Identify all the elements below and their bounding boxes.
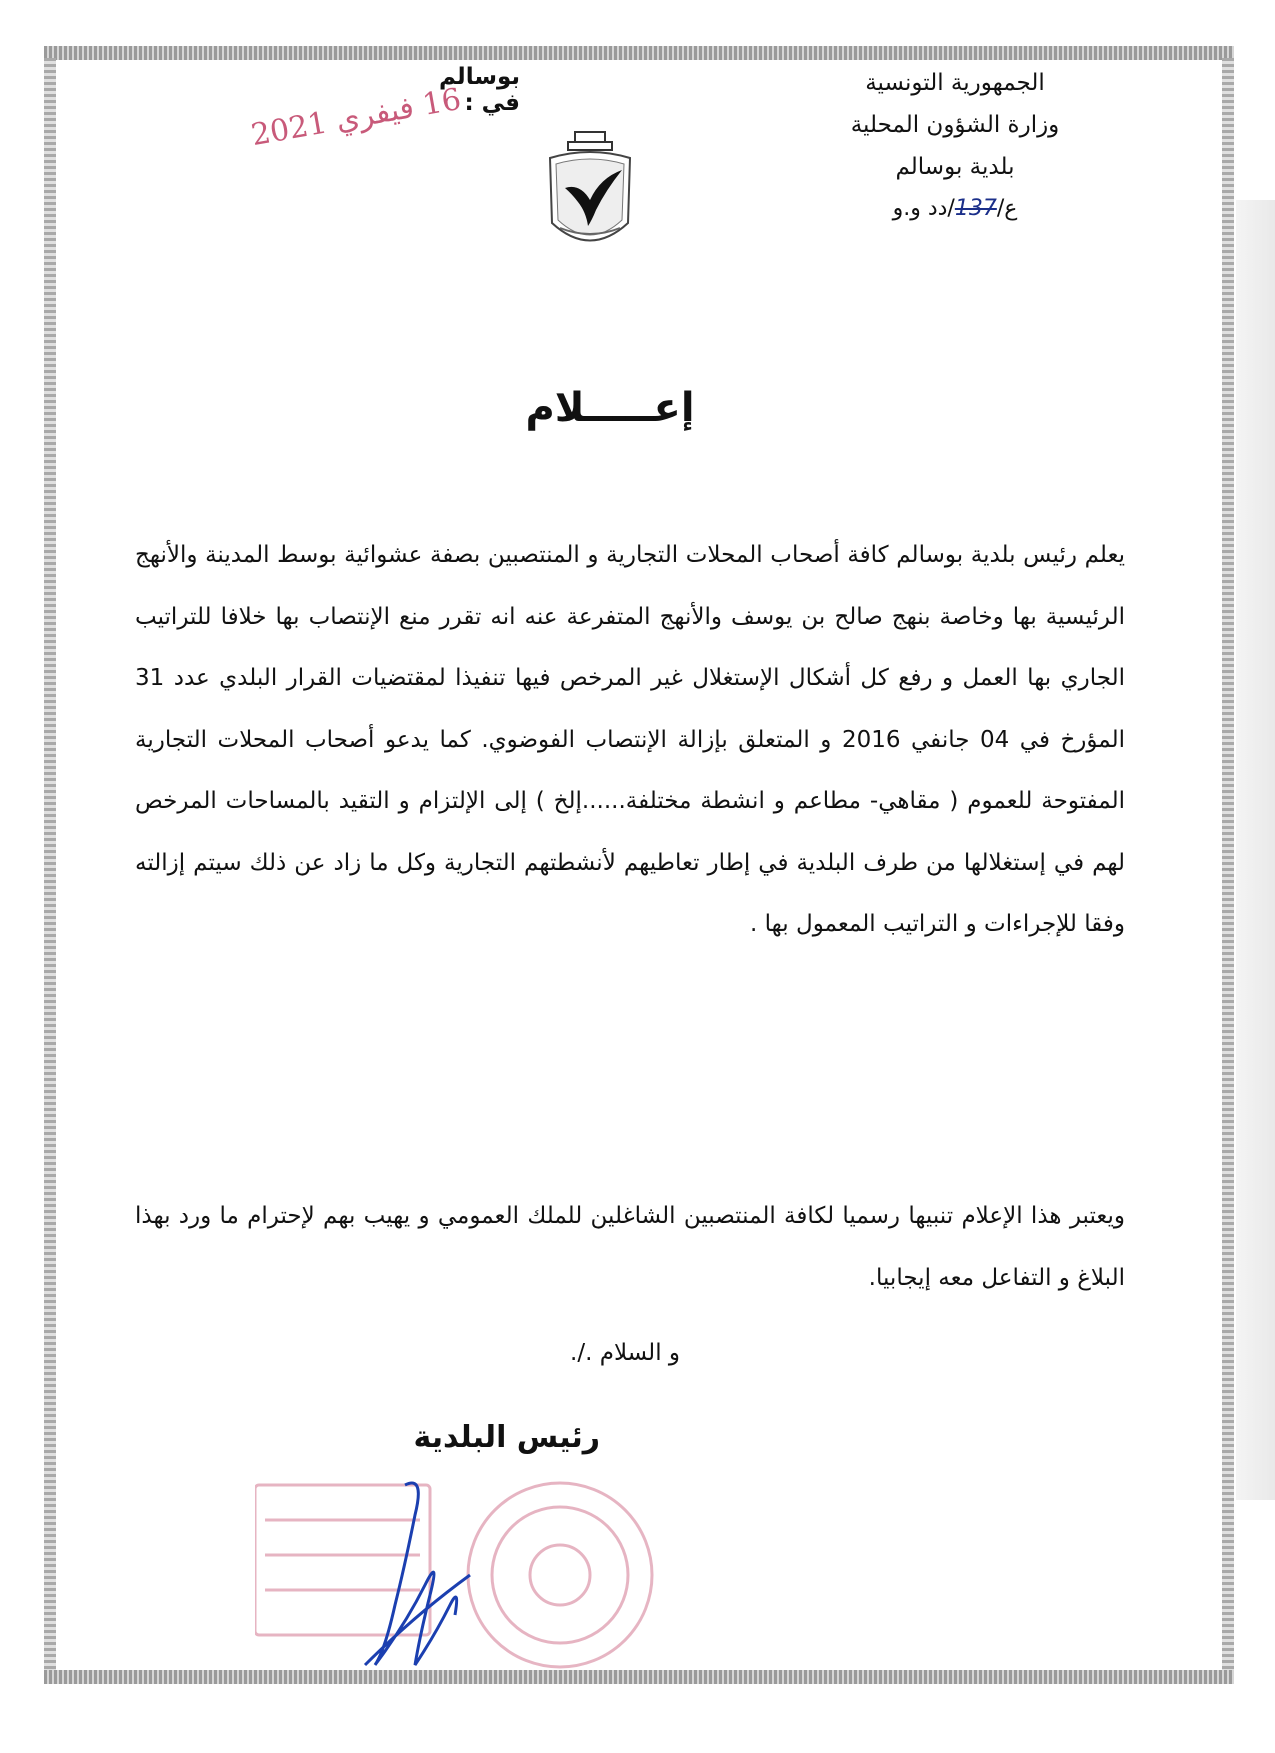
reference-line: [805, 188, 1105, 230]
ministry-name: وزارة الشؤون المحلية: [850, 112, 1060, 138]
document-title: إعـــــلام: [525, 385, 695, 431]
body-paragraph-2: ويعتبر هذا الإعلام تنبيها رسميا لكافة المنتصبين الشاغلين للملك العمومي و يهيب بهم لإحترام ما ورد بهذا البلاغ و التفاعل معه إيجابيا.: [135, 1203, 1125, 1291]
reference-suffix: /دد و.و: [892, 196, 955, 221]
municipal-emblem-icon: [540, 128, 640, 263]
scan-edge-shade: [1236, 200, 1275, 1500]
scan-border-left: [44, 58, 56, 1670]
signatory-title: رئيس البلدية: [413, 1420, 600, 1455]
signature-and-seal-icon: [255, 1475, 715, 1675]
body-paragraph-1: يعلم رئيس بلدية بوسالم كافة أصحاب المحلات التجارية و المنتصبين بصفة عشوائية بوسط المدينة والأنهج الرئيسية بها وخاصة بنهج صالح بن يوسف والأنهج المتفرعة عنه انه تقرر منع الإنتصاب بها خلافا للتراتيب الجاري بها العمل و رفع كل أشكال الإستغلال غير المرخص فيها تنفيذا لمقتضيات القرار البلدي عدد 31 المؤرخ في 04 جانفي 2016 و المتعلق بإزالة الإنتصاب الفوضوي. كما يدعو أصحاب المحلات التجارية المفتوحة للعموم ( مقاهي- مطاعم و انشطة مختلفة......إلخ ) إلى الإلتزام و التقيد بالمساحات المرخص لهم في إستغلالها من طرف البلدية في إطار تعاطيهم لأنشطتهم التجارية وكل ما زاد عن ذلك سيتم إزالته وفقا للإجراءات و التراتيب المعمول بها .: [135, 542, 1125, 937]
country-name: الجمهورية التونسية: [865, 70, 1045, 96]
place-date-label: بوسالم في :: [439, 64, 520, 116]
date-stamp: 16 فيفري 2021: [248, 81, 464, 154]
municipality-name: بلدية بوسالم: [895, 154, 1015, 180]
reference-prefix: ع/: [996, 196, 1018, 221]
scan-border-top: [44, 46, 1234, 60]
scan-border-right: [1222, 58, 1234, 1670]
letterhead: [805, 62, 1105, 230]
reference-number: 137: [954, 196, 997, 221]
closing-salutation: و السلام ./.: [570, 1340, 680, 1366]
